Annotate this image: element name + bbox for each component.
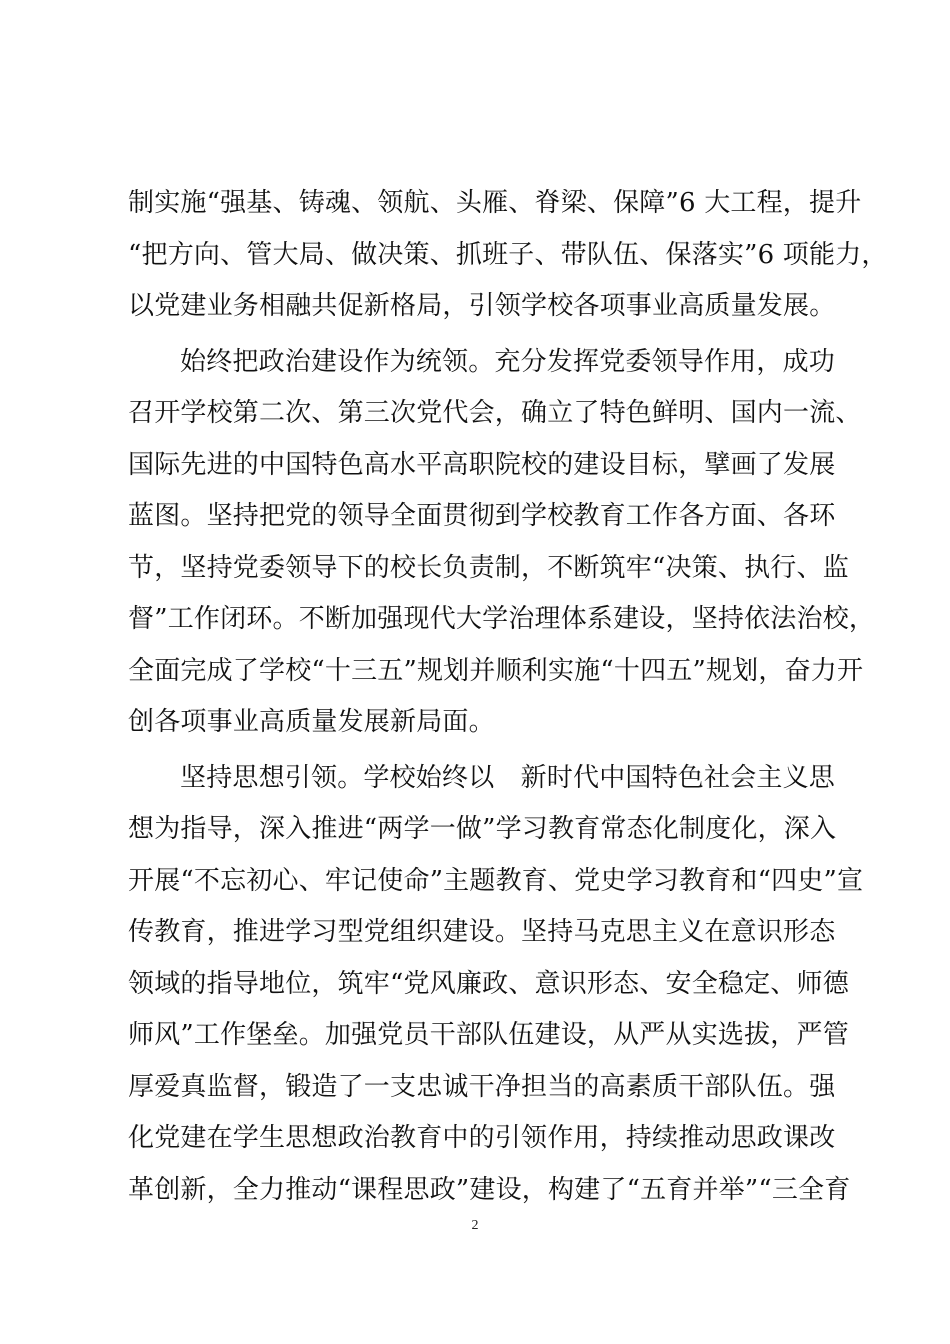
paragraph-1-line-3: 以党建业务相融共促新格局，引领学校各项事业高质量发展。 (128, 291, 836, 321)
paragraph-2-line-4: 蓝图。坚持把党的领导全面贯彻到学校教育工作各方面、各环 (128, 501, 836, 531)
paragraph-3-line-8: 化党建在学生思想政治教育中的引领作用，持续推动思政课改 (128, 1123, 836, 1153)
paragraph-1-line-2: “把方向、管大局、做决策、抓班子、带队伍、保落实”6 项能力， (128, 239, 888, 270)
document-body (128, 178, 888, 1216)
paragraph-2-line-7: 全面完成了学校“十三五”规划并顺利实施“十四五”规划，奋力开 (128, 655, 864, 686)
paragraph-2-line-8: 创各项事业高质量发展新局面。 (128, 707, 495, 737)
paragraph-3-line-3: 开展“不忘初心、牢记使命”主题教育、党史学习教育和“四史”宣 (128, 865, 864, 896)
paragraph-3-line-9: 革创新，全力推动“课程思政”建设，构建了“五育并举”“三全育 (128, 1174, 851, 1205)
paragraph-3-line-4: 传教育，推进学习型党组织建设。坚持马克思主义在意识形态 (128, 917, 836, 947)
paragraph-3-line-2: 想为指导，深入推进“两学一做”学习教育常态化制度化，深入 (128, 814, 837, 844)
paragraph-2-line-6: 督”工作闭环。不断加强现代大学治理体系建设，坚持依法治校， (128, 604, 876, 634)
paragraph-3-line-6: 师风”工作堡垒。加强党员干部队伍建设，从严从实选拔，严管 (128, 1020, 849, 1050)
paragraph-2-line-2: 召开学校第二次、第三次党代会，确立了特色鲜明、国内一流、 (128, 398, 862, 428)
paragraph-2-line-5: 节，坚持党委领导下的校长负责制，不断筑牢“决策、执行、监 (128, 552, 849, 583)
paragraph-2-line-1: 始终把政治建设作为统领。充分发挥党委领导作用，成功 (180, 346, 836, 377)
paragraph-1-line-1: 制实施“强基、铸魂、领航、头雁、脊梁、保障”6 大工程，提升 (128, 188, 862, 218)
paragraph-2-line-3: 国际先进的中国特色高水平高职院校的建设目标，擘画了发展 (128, 449, 836, 480)
paragraph-3-line-5: 领域的指导地位，筑牢“党风廉政、意识形态、安全稳定、师德 (128, 968, 849, 999)
page-number: 2 (471, 1218, 479, 1233)
paragraph-3-line-7: 厚爱真监督，锻造了一支忠诚干净担当的高素质干部队伍。强 (128, 1071, 836, 1102)
paragraph-3-line-1: 坚持思想引领。学校始终以 新时代中国特色社会主义思 (180, 762, 836, 793)
